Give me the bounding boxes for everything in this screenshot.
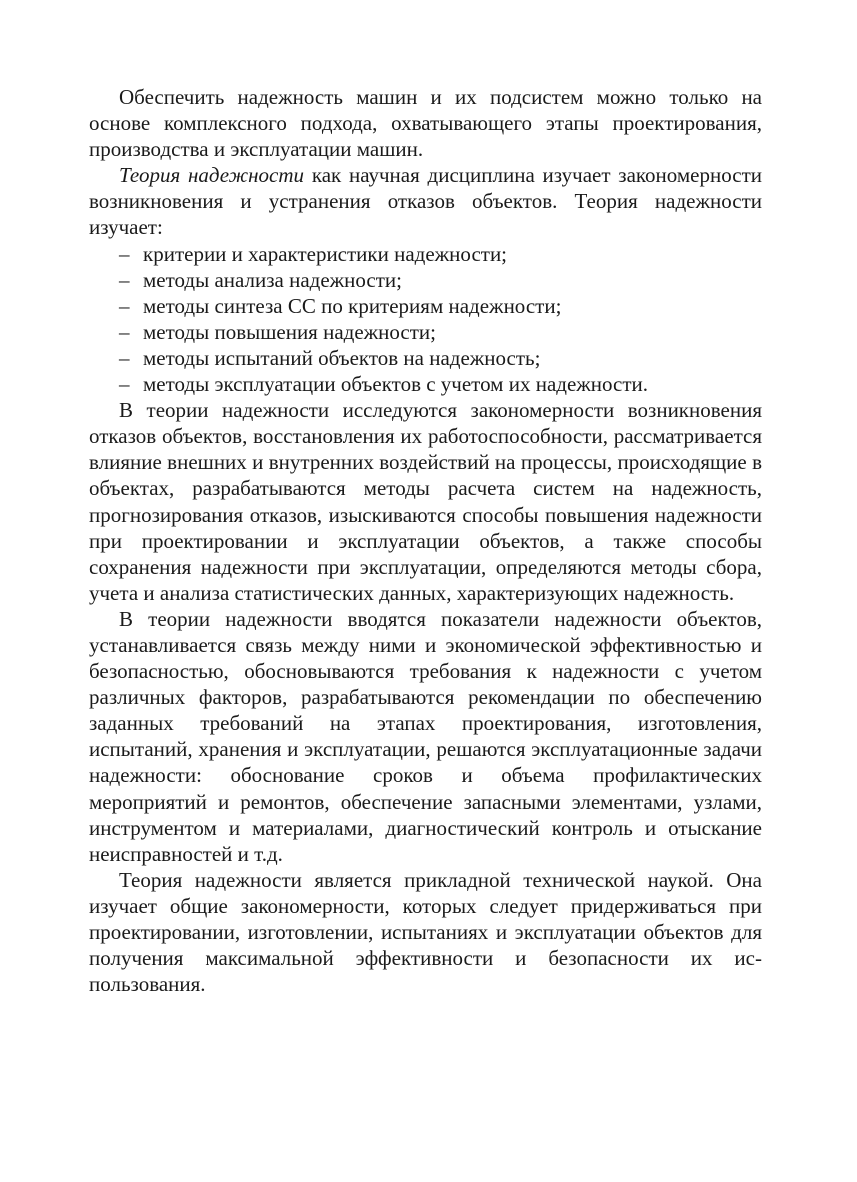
paragraph-5: Теория надежности является прикладной технической наукой. Она изучает общие закономерности, которых следует придерживаться при проектировании, изготовлении, испытаниях и эксплуатации объектов для получения максимальной эффективности и безопасности их использования. [89, 867, 762, 997]
list-item-text: методы эксплуатации объектов с учетом их надежности. [143, 372, 649, 397]
list-item-text: критерии и характеристики надежности; [143, 241, 508, 266]
list-dash: – [119, 319, 130, 344]
list-item-text: методы испытаний объектов на надежность; [143, 345, 541, 370]
list-dash: – [119, 293, 130, 318]
list-dash: – [119, 241, 130, 266]
paragraph-3: В теории надежности исследуются закономерности возникновения отказов объектов, восстановления их работоспособности, рассматривается влияние внешних и внутренних воздействий на процессы, происходящие в объектах, разрабатываются методы расчета систем на надежность, прогнозирования отказов, изыскиваются способы повышения надежности при проектировании и эксплуатации объектов, а также способы сохранения надежности при эксплуатации, определяются методы сбора, учета и анализа статистических данных, характеризующих надежность. [89, 398, 762, 605]
term-reliability-theory: Теория надежности [119, 163, 305, 188]
list-dash: – [119, 372, 130, 397]
list-item [89, 293, 762, 319]
document-page [89, 84, 762, 997]
list-item-text: методы повышения надежности; [143, 319, 436, 344]
paragraph-1: Обеспечить надежность машин и их подсистем можно только на основе комплексного подхода, охватывающего этапы проектирования, производства и эксплуатации машин. [89, 85, 762, 162]
paragraph-2-text: как научная дисциплина изучает закономерности возникновения и устранения отказов объектов. Теория надежности изучает: [89, 163, 763, 240]
list-item [89, 267, 762, 293]
list-item-text: методы анализа надежности; [143, 267, 403, 292]
list-item [89, 319, 762, 345]
list-dash: – [119, 345, 130, 370]
list-dash: – [119, 267, 130, 292]
topics-list [89, 241, 762, 398]
list-item-text: методы синтеза СС по критериям надежности; [143, 293, 562, 318]
paragraph-2 [89, 162, 762, 240]
paragraph-4: В теории надежности вводятся показатели надежности объектов, устанавливается связь между ними и экономической эффективностью и безопасностью, обосновываются требования к надежности с учетом различных факторов, разрабатываются рекомендации по обеспечению заданных требований на этапах проектирования, изготовления, испытаний, хранения и эксплуатации, решаются эксплуатационные задачи надежности: обоснование сроков и объема профилактических мероприятий и ремонтов, обеспечение запасными элементами, узлами, инструментом и материалами, диагностический контроль и отыскание неисправностей и т.д. [89, 606, 762, 866]
list-item [89, 241, 762, 267]
list-item [89, 371, 762, 397]
list-item [89, 345, 762, 371]
